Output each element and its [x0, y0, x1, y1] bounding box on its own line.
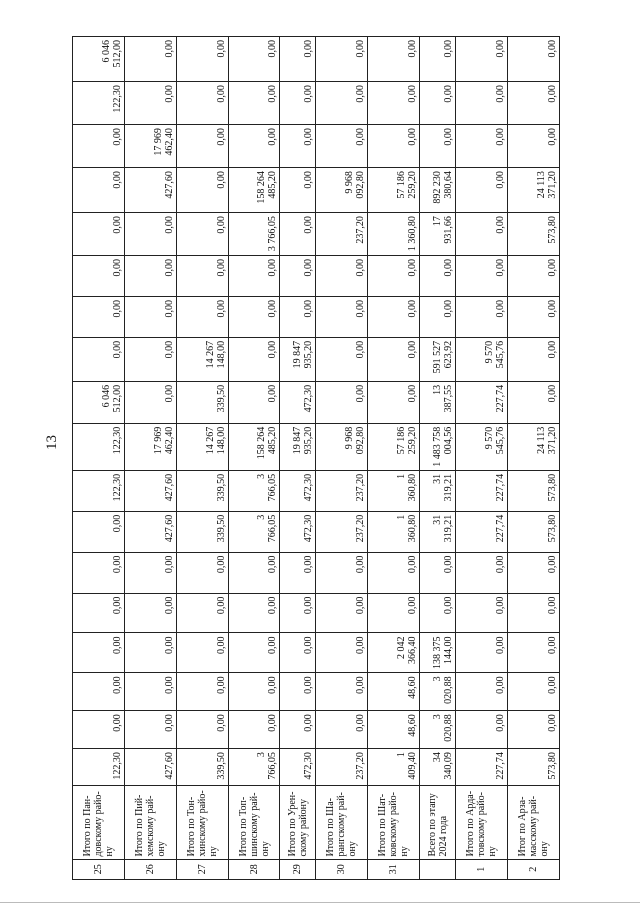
row-number-cell: 28	[228, 859, 280, 879]
value-cell: 427,60	[124, 470, 176, 511]
value-cell: 31 319,21	[420, 470, 456, 511]
value-cell: 9 570 545,76	[456, 337, 508, 381]
value-cell: 0,00	[176, 213, 228, 256]
value-cell: 19 847 935,20	[280, 423, 316, 470]
value-cell: 472,30	[280, 470, 316, 511]
value-cell: 0,00	[368, 593, 420, 633]
table-row	[456, 37, 508, 880]
value-cell: 0,00	[228, 673, 280, 711]
rotated-table-container	[72, 36, 560, 880]
scan-edge-line	[0, 902, 640, 903]
value-cell: 0,00	[280, 256, 316, 297]
row-number-cell: 27	[176, 859, 228, 879]
value-cell: 0,00	[73, 125, 125, 168]
value-cell: 0,00	[73, 337, 125, 381]
row-number-cell: 25	[73, 859, 125, 879]
value-cell: 3 766,05	[228, 511, 280, 552]
value-cell: 892 230 380,64	[420, 168, 456, 213]
value-cell: 17 969 462,40	[124, 423, 176, 470]
value-cell: 0,00	[73, 296, 125, 337]
value-cell: 573,80	[508, 470, 560, 511]
value-cell: 0,00	[73, 552, 125, 593]
value-cell: 138 375 144,00	[420, 633, 456, 673]
value-cell: 0,00	[420, 125, 456, 168]
value-cell: 0,00	[176, 633, 228, 673]
value-cell: 427,60	[124, 749, 176, 786]
value-cell: 0,00	[228, 593, 280, 633]
value-cell: 0,00	[456, 37, 508, 82]
value-cell: 57 186 259,20	[368, 423, 420, 470]
value-cell: 0,00	[316, 673, 368, 711]
row-name-cell: Итого по Урен-скому району	[280, 785, 316, 859]
value-cell: 339,50	[176, 511, 228, 552]
value-cell: 0,00	[280, 168, 316, 213]
value-cell: 0,00	[228, 82, 280, 125]
row-number-cell: 31	[368, 859, 420, 879]
table-row	[228, 37, 280, 880]
value-cell: 0,00	[228, 125, 280, 168]
value-cell: 0,00	[73, 256, 125, 297]
value-cell: 0,00	[73, 168, 125, 213]
value-cell: 573,80	[508, 511, 560, 552]
row-number-cell: 2	[508, 859, 560, 879]
table-row	[124, 37, 176, 880]
value-cell: 3 766,05	[228, 470, 280, 511]
value-cell: 0,00	[280, 552, 316, 593]
row-name-cell: Итого по Ша-рангскому рай-ону	[316, 785, 368, 859]
value-cell: 0,00	[316, 711, 368, 749]
value-cell: 0,00	[280, 37, 316, 82]
value-cell: 427,60	[124, 168, 176, 213]
value-cell: 227,74	[456, 381, 508, 423]
value-cell: 0,00	[316, 593, 368, 633]
value-cell: 2 042 366,40	[368, 633, 420, 673]
value-cell: 1 360,80	[368, 470, 420, 511]
value-cell: 0,00	[316, 256, 368, 297]
value-cell: 0,00	[280, 673, 316, 711]
value-cell: 0,00	[368, 82, 420, 125]
value-cell: 0,00	[508, 125, 560, 168]
row-name-cell: Итого по Шат-ковскому райо-ну	[368, 785, 420, 859]
row-name-cell: Итого по Топ-шинскому рай-ону	[228, 785, 280, 859]
value-cell: 0,00	[73, 593, 125, 633]
value-cell: 0,00	[176, 256, 228, 297]
value-cell: 0,00	[280, 125, 316, 168]
row-name-cell: Всего по этапу 2024 года	[420, 785, 456, 859]
value-cell: 227,74	[456, 470, 508, 511]
value-cell: 0,00	[316, 37, 368, 82]
value-cell: 0,00	[368, 256, 420, 297]
value-cell: 0,00	[73, 673, 125, 711]
value-cell: 427,60	[124, 511, 176, 552]
table-row	[420, 37, 456, 880]
value-cell: 0,00	[508, 337, 560, 381]
value-cell: 19 847 935,20	[280, 337, 316, 381]
value-cell: 0,00	[508, 296, 560, 337]
value-cell: 14 267 148,00	[176, 337, 228, 381]
value-cell: 0,00	[316, 552, 368, 593]
value-cell: 0,00	[280, 593, 316, 633]
value-cell: 17 931,66	[420, 213, 456, 256]
value-cell: 158 264 485,20	[228, 423, 280, 470]
value-cell: 0,00	[456, 552, 508, 593]
value-cell: 0,00	[456, 213, 508, 256]
value-cell: 122,30	[73, 423, 125, 470]
value-cell: 0,00	[124, 337, 176, 381]
value-cell: 0,00	[124, 633, 176, 673]
value-cell: 17 969 462,40	[124, 125, 176, 168]
value-cell: 9 968 092,80	[316, 168, 368, 213]
value-cell: 0,00	[280, 82, 316, 125]
value-cell: 3 766,05	[228, 213, 280, 256]
value-cell: 0,00	[73, 711, 125, 749]
budget-table	[72, 36, 560, 880]
value-cell: 0,00	[368, 337, 420, 381]
value-cell: 1 409,40	[368, 749, 420, 786]
value-cell: 0,00	[124, 593, 176, 633]
value-cell: 0,00	[280, 296, 316, 337]
table-row	[73, 37, 125, 880]
value-cell: 0,00	[124, 213, 176, 256]
value-cell: 57 186 259,20	[368, 168, 420, 213]
value-cell: 472,30	[280, 749, 316, 786]
value-cell: 0,00	[456, 633, 508, 673]
row-name-cell: Итого по Пий-хемскому рай-ону	[124, 785, 176, 859]
value-cell: 9 968 092,80	[316, 423, 368, 470]
value-cell: 0,00	[124, 256, 176, 297]
value-cell: 339,50	[176, 470, 228, 511]
value-cell: 0,00	[420, 296, 456, 337]
row-name-cell: Итог по Арза-масскому рай-ону	[508, 785, 560, 859]
value-cell: 0,00	[456, 82, 508, 125]
value-cell: 0,00	[124, 37, 176, 82]
value-cell: 0,00	[316, 381, 368, 423]
value-cell: 0,00	[508, 381, 560, 423]
value-cell: 0,00	[508, 673, 560, 711]
value-cell: 227,74	[456, 511, 508, 552]
row-number-cell: 1	[456, 859, 508, 879]
value-cell: 1 483 758 004,56	[420, 423, 456, 470]
value-cell: 0,00	[176, 82, 228, 125]
value-cell: 0,00	[228, 711, 280, 749]
value-cell: 3 766,05	[228, 749, 280, 786]
value-cell: 13 387,55	[420, 381, 456, 423]
row-number-cell: 30	[316, 859, 368, 879]
value-cell: 158 264 485,20	[228, 168, 280, 213]
value-cell: 14 267 148,00	[176, 423, 228, 470]
value-cell: 0,00	[316, 337, 368, 381]
value-cell: 0,00	[280, 711, 316, 749]
value-cell: 0,00	[73, 213, 125, 256]
row-number-cell: 26	[124, 859, 176, 879]
value-cell: 3 020,88	[420, 673, 456, 711]
value-cell: 0,00	[508, 633, 560, 673]
value-cell: 0,00	[176, 296, 228, 337]
value-cell: 34 340,09	[420, 749, 456, 786]
value-cell: 122,30	[73, 749, 125, 786]
row-number-cell: 29	[280, 859, 316, 879]
value-cell: 0,00	[316, 633, 368, 673]
value-cell: 0,00	[124, 381, 176, 423]
value-cell: 6 046 512,00	[73, 37, 125, 82]
value-cell: 0,00	[228, 552, 280, 593]
value-cell: 0,00	[456, 168, 508, 213]
value-cell: 0,00	[280, 633, 316, 673]
value-cell: 0,00	[456, 256, 508, 297]
value-cell: 0,00	[124, 711, 176, 749]
row-name-cell: Итого по Арда-товскому райо-ну	[456, 785, 508, 859]
value-cell: 0,00	[508, 552, 560, 593]
value-cell: 6 046 512,00	[73, 381, 125, 423]
value-cell: 0,00	[228, 633, 280, 673]
value-cell: 0,00	[228, 256, 280, 297]
value-cell: 0,00	[456, 593, 508, 633]
value-cell: 0,00	[420, 593, 456, 633]
value-cell: 237,20	[316, 749, 368, 786]
value-cell: 237,20	[316, 511, 368, 552]
table-row	[368, 37, 420, 880]
row-name-cell: Итого по Пан-довскому райо-ну	[73, 785, 125, 859]
value-cell: 237,20	[316, 470, 368, 511]
value-cell: 48,60	[368, 711, 420, 749]
value-cell: 0,00	[124, 296, 176, 337]
value-cell: 0,00	[124, 673, 176, 711]
value-cell: 0,00	[316, 125, 368, 168]
value-cell: 0,00	[368, 381, 420, 423]
value-cell: 122,30	[73, 82, 125, 125]
value-cell: 339,50	[176, 381, 228, 423]
value-cell: 573,80	[508, 213, 560, 256]
value-cell: 24 113 371,20	[508, 423, 560, 470]
table-row	[176, 37, 228, 880]
value-cell: 339,50	[176, 749, 228, 786]
value-cell: 0,00	[456, 125, 508, 168]
value-cell: 0,00	[316, 82, 368, 125]
value-cell: 0,00	[508, 82, 560, 125]
value-cell: 0,00	[368, 552, 420, 593]
value-cell: 0,00	[368, 37, 420, 82]
value-cell: 0,00	[420, 37, 456, 82]
value-cell: 24 113 371,20	[508, 168, 560, 213]
row-number-cell	[420, 859, 456, 879]
value-cell: 3 020,88	[420, 711, 456, 749]
value-cell: 0,00	[508, 593, 560, 633]
value-cell: 0,00	[508, 256, 560, 297]
value-cell: 0,00	[124, 552, 176, 593]
value-cell: 0,00	[456, 673, 508, 711]
value-cell: 0,00	[316, 296, 368, 337]
value-cell: 0,00	[176, 711, 228, 749]
value-cell: 0,00	[73, 633, 125, 673]
value-cell: 0,00	[508, 711, 560, 749]
value-cell: 0,00	[228, 37, 280, 82]
value-cell: 0,00	[176, 552, 228, 593]
value-cell: 31 319,21	[420, 511, 456, 552]
value-cell: 0,00	[124, 82, 176, 125]
value-cell: 472,30	[280, 381, 316, 423]
value-cell: 0,00	[368, 296, 420, 337]
value-cell: 0,00	[508, 37, 560, 82]
row-name-cell: Итого по Тон-хинскому райо-ну	[176, 785, 228, 859]
value-cell: 0,00	[456, 296, 508, 337]
value-cell: 0,00	[280, 213, 316, 256]
table-row	[280, 37, 316, 880]
value-cell: 0,00	[73, 511, 125, 552]
value-cell: 0,00	[176, 168, 228, 213]
value-cell: 0,00	[456, 711, 508, 749]
value-cell: 573,80	[508, 749, 560, 786]
value-cell: 1 360,80	[368, 213, 420, 256]
value-cell: 0,00	[176, 125, 228, 168]
value-cell: 122,30	[73, 470, 125, 511]
table-body	[73, 37, 560, 880]
value-cell: 0,00	[228, 296, 280, 337]
value-cell: 237,20	[316, 213, 368, 256]
value-cell: 227,74	[456, 749, 508, 786]
value-cell: 0,00	[368, 125, 420, 168]
value-cell: 48,60	[368, 673, 420, 711]
value-cell: 0,00	[420, 552, 456, 593]
value-cell: 591 527 623,92	[420, 337, 456, 381]
value-cell: 0,00	[176, 673, 228, 711]
value-cell: 0,00	[176, 37, 228, 82]
value-cell: 9 570 545,76	[456, 423, 508, 470]
value-cell: 0,00	[228, 381, 280, 423]
page-number: 13	[44, 435, 60, 450]
value-cell: 0,00	[228, 337, 280, 381]
value-cell: 1 360,80	[368, 511, 420, 552]
table-row	[508, 37, 560, 880]
table-row	[316, 37, 368, 880]
value-cell: 472,30	[280, 511, 316, 552]
value-cell: 0,00	[420, 82, 456, 125]
value-cell: 0,00	[176, 593, 228, 633]
value-cell: 0,00	[420, 256, 456, 297]
